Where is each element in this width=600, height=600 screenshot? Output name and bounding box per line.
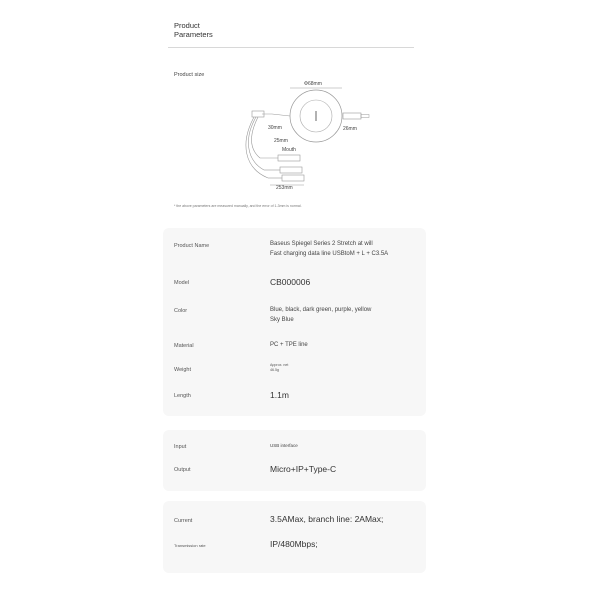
transmission-key: Transmission rate [174,543,206,548]
product-size-diagram [230,78,390,190]
current-key: Current [174,518,193,524]
usb-plug [343,113,361,119]
diameter-label: Φ68mm [304,81,322,87]
length-value: 1.1m [270,390,289,400]
branch-cable-2 [248,117,264,170]
bottom-length-label: 253mm [276,185,293,190]
left-length-label: 30mm [268,125,282,131]
mouth-label: Mouth [282,147,296,153]
specs-card [163,228,426,416]
material-value: PC + TPE line [270,342,308,348]
material-key: Material [174,343,194,349]
mid-length-label: 25mm [274,138,288,144]
input-value: USB interface [270,443,298,448]
color-value [270,305,371,325]
usb-plug-tip [361,115,369,118]
weight-line-2: 46.5g [270,368,279,372]
input-key: Input [174,444,187,450]
connector-1 [278,155,300,161]
weight-line-1: Approx. net [270,363,289,367]
model-key: Model [174,280,189,286]
product-name-value [270,239,388,259]
connector-3 [282,175,304,181]
product-name-key: Product Name [174,243,210,249]
output-key: Output [174,467,191,473]
product-size-label: Product size [174,72,205,78]
connector-2 [280,167,302,173]
left-cable [262,114,290,116]
model-value: CB000006 [270,277,311,287]
branch-cable-3 [246,117,268,178]
product-name-line-1: Baseus Spiegel Series 2 Stretch at will [270,241,373,247]
current-value: 3.5AMax, branch line: 2AMax; [270,514,384,524]
length-key: Length [174,393,191,399]
section-header [174,21,213,39]
transmission-value: IP/480Mbps; [270,539,318,549]
io-card [163,430,426,491]
right-length-label: 26mm [343,126,357,132]
measurement-footnote: * the above parameters are measured manually, and the error of 1-3mm is normal. [174,204,302,208]
color-key: Color [174,308,188,314]
weight-key: Weight [174,367,192,373]
header-line-1: Product [174,21,200,30]
weight-value [270,363,288,373]
color-line-1: Blue, black, dark green, purple, yellow [270,307,372,313]
output-value: Micro+IP+Type-C [270,464,337,474]
header-line-2: Parameters [174,30,213,39]
power-card [163,501,426,573]
product-name-line-2: Fast charging data line USBtoM + L + C3.5A [270,251,389,257]
color-line-2: Sky Blue [270,317,294,323]
header-divider [168,47,414,48]
